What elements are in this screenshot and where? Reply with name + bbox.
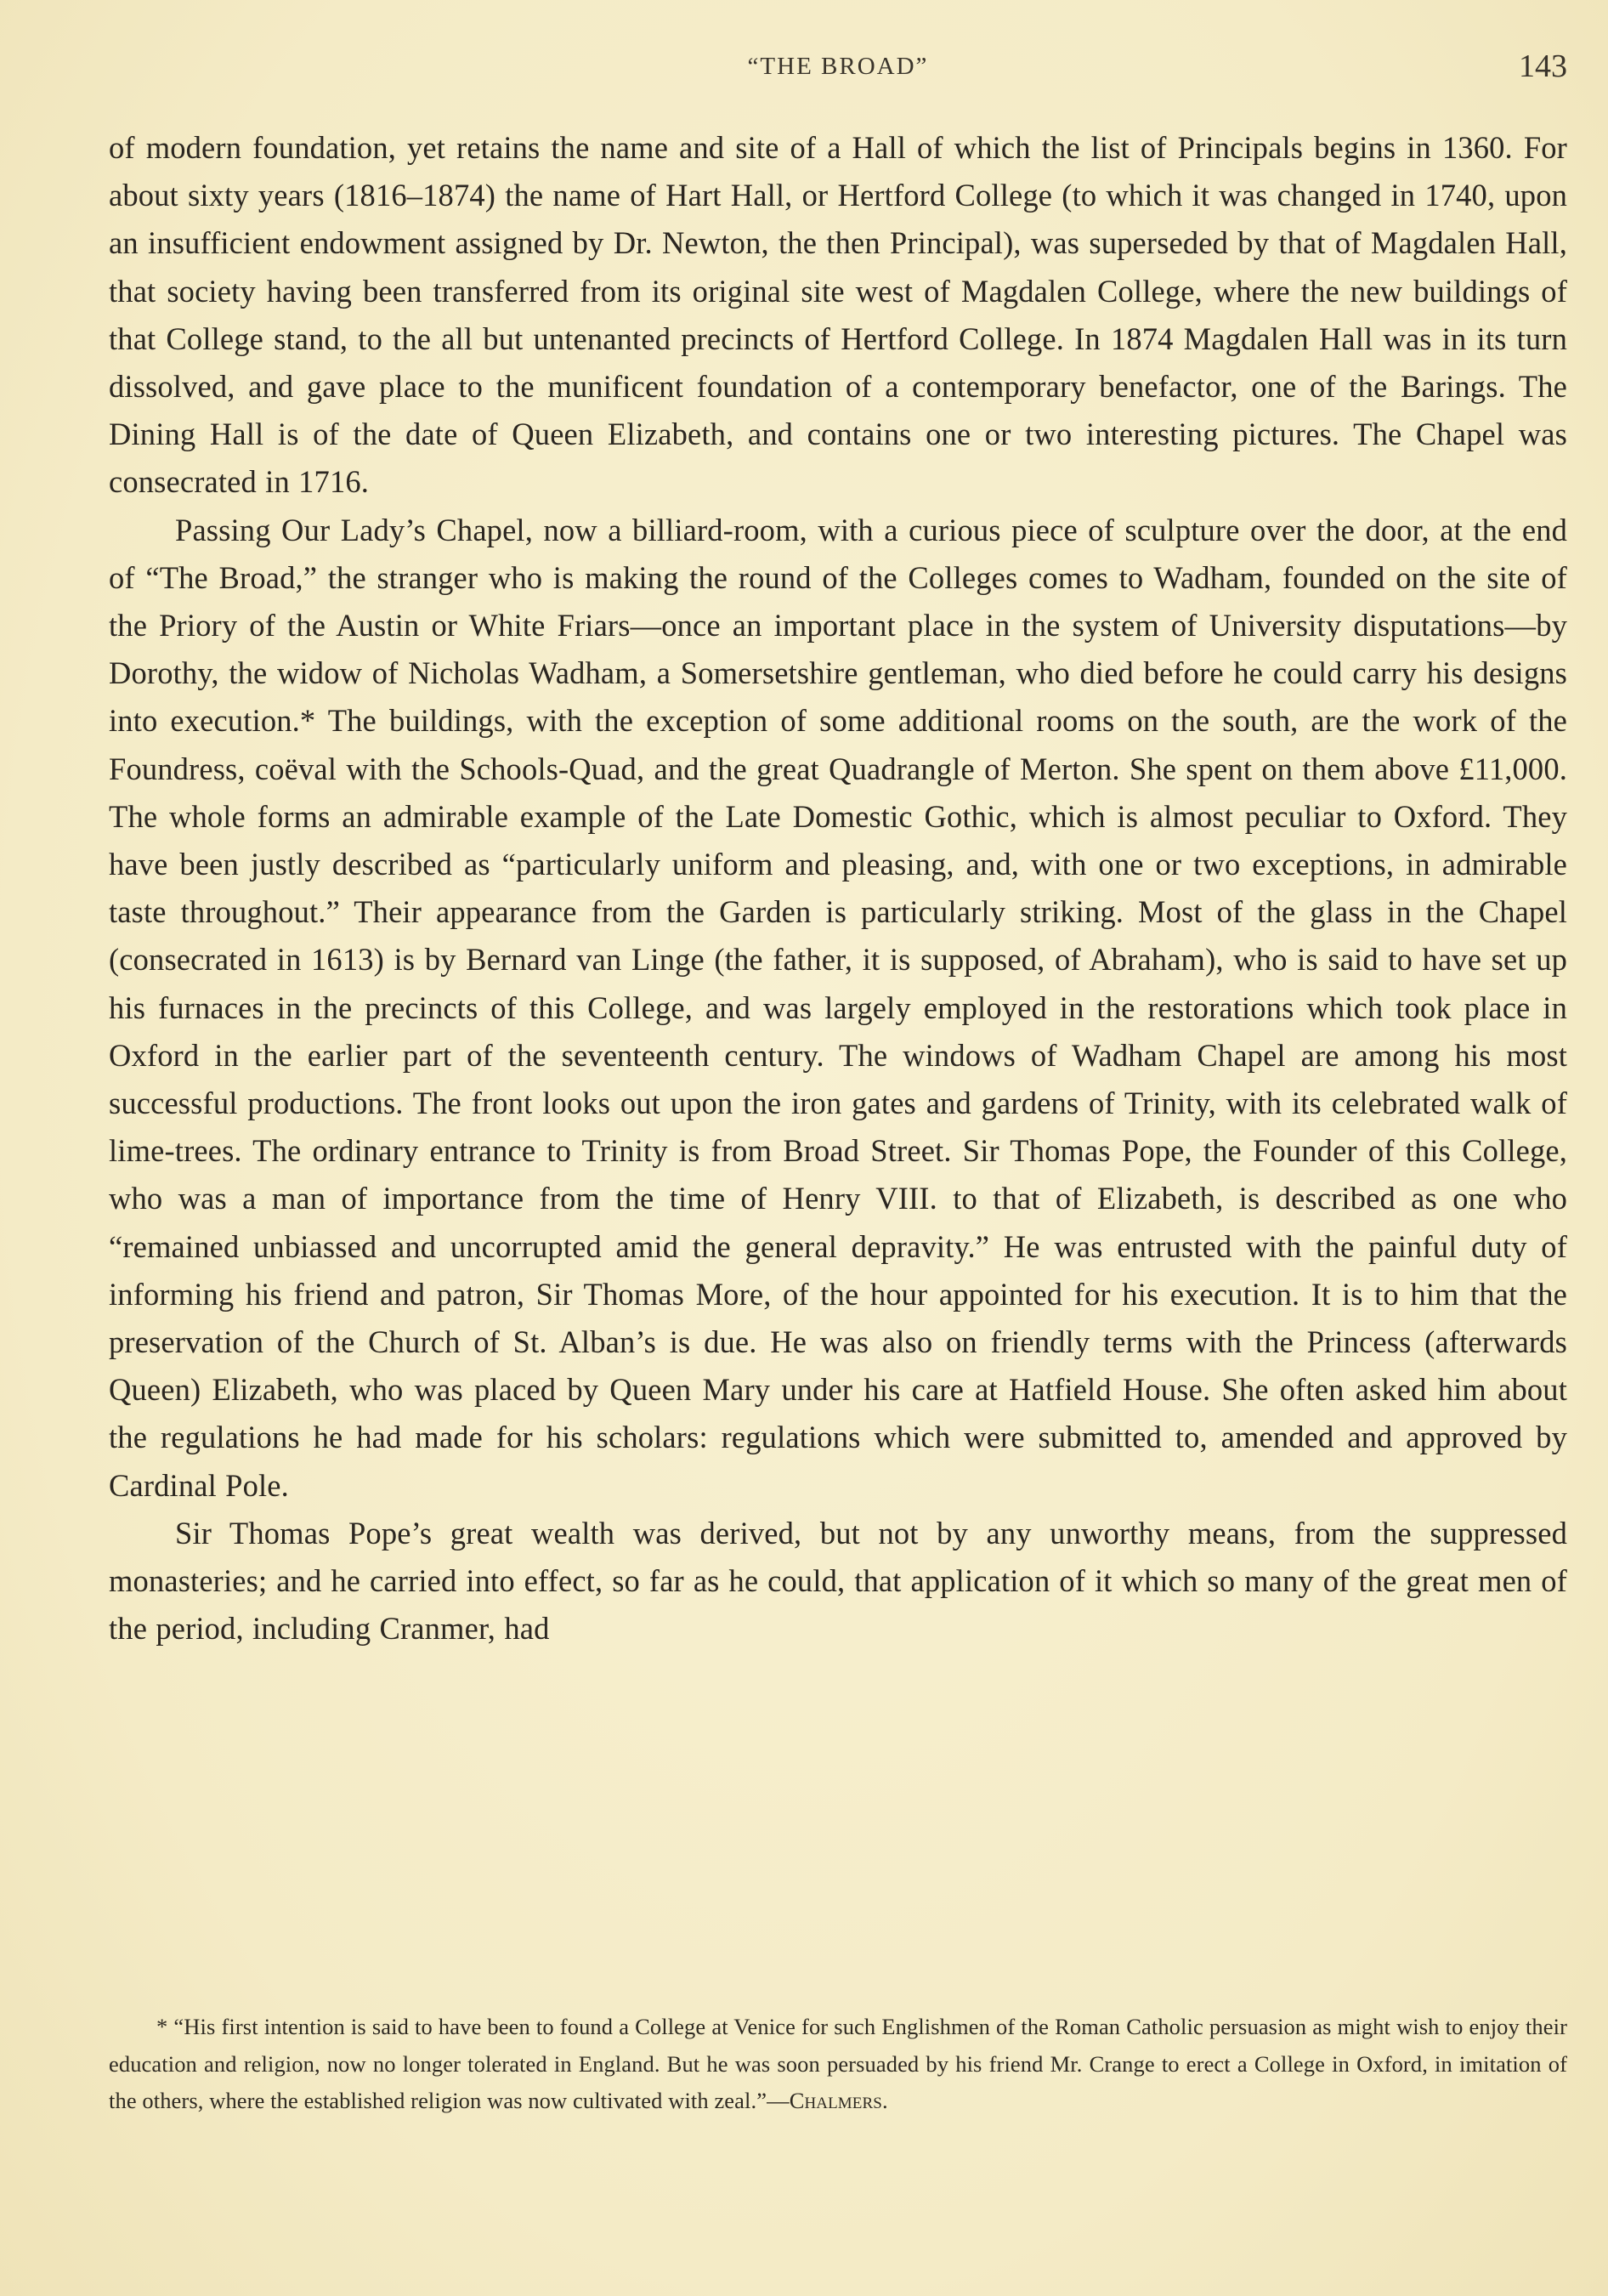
footnote bbox=[109, 2009, 1567, 2120]
paragraph-2: Passing Our Lady’s Chapel, now a billiard-room, with a curious piece of sculpture over the door, at the end of “The Broad,” the stranger who is making the round of the Colleges comes to Wadham, founded on the site of the Priory of the Austin or White Friars—once an important place in the system of University disputations—by Dorothy, the widow of Nicholas Wadham, a Somersetshire gentleman, who died before he could carry his designs into execution.* The buildings, with the exception of some additional rooms on the south, are the work of the Foundress, coëval with the Schools-Quad, and the great Quadrangle of Merton. She spent on them above £11,000. The whole forms an admirable example of the Late Domestic Gothic, which is almost peculiar to Oxford. They have been justly described as “particularly uniform and pleasing, and, with one or two exceptions, in admirable taste throughout.” Their appearance from the Garden is particularly striking. Most of the glass in the Chapel (consecrated in 1613) is by Bernard van Linge (the father, it is supposed, of Abraham), who is said to have set up his furnaces in the precincts of this College, and was largely employed in the restorations which took place in Oxford in the earlier part of the seventeenth century. The windows of Wadham Chapel are among his most successful productions. The front looks out upon the iron gates and gardens of Trinity, with its celebrated walk of lime-trees. The ordinary entrance to Trinity is from Broad Street. Sir Thomas Pope, the Founder of this College, who was a man of importance from the time of Henry VIII. to that of Elizabeth, is described as one who “remained unbiassed and uncorrupted amid the general depravity.” He was entrusted with the painful duty of informing his friend and patron, Sir Thomas More, of the hour appointed for his execution. It is to him that the preservation of the Church of St. Alban’s is due. He was also on friendly terms with the Princess (afterwards Queen) Elizabeth, who was placed by Queen Mary under his care at Hatfield House. She often asked him about the regulations he had made for his scholars: regulations which were submitted to, amended and approved by Cardinal Pole. bbox=[109, 512, 1567, 1503]
page-number: 143 bbox=[1519, 48, 1567, 84]
page-header bbox=[109, 48, 1567, 90]
footnote-attribution: Chalmers. bbox=[789, 2088, 888, 2113]
paragraph-3: Sir Thomas Pope’s great wealth was derived, but not by any unworthy means, from the suppressed monasteries; and he carried into effect, so far as he could, that application of it which so many of the great men of the period, including Cranmer, had bbox=[109, 1515, 1567, 1647]
body-text bbox=[109, 124, 1567, 1653]
footnote-text: * “His first intention is said to have been to found a College at Venice for such Englishmen of the Roman Catholic persuasion as might wish to enjoy their education and religion, now no longer tolerated in England. But he was soon persuaded by his friend Mr. Crange to erect a College in Oxford, in imitation of the others, where the established religion was now cultivated with zeal.”— bbox=[109, 2014, 1567, 2113]
footnotes bbox=[109, 2009, 1567, 2120]
running-head: “THE BROAD” bbox=[747, 53, 929, 80]
paragraph-1: of modern foundation, yet retains the name and site of a Hall of which the list of Principals begins in 1360. For about sixty years (1816–1874) the name of Hart Hall, or Hertford College (to which it was changed in 1740, upon an insufficient endowment assigned by Dr. Newton, the then Principal), was superseded by that of Magdalen Hall, that society having been transferred from its original site west of Magdalen College, where the new buildings of that College stand, to the all but untenanted precincts of Hertford College. In 1874 Magdalen Hall was in its turn dissolved, and gave place to the munificent foundation of a contemporary benefactor, one of the Barings. The Dining Hall is of the date of Queen Elizabeth, and contains one or two interesting pictures. The Chapel was consecrated in 1716. bbox=[109, 130, 1567, 500]
